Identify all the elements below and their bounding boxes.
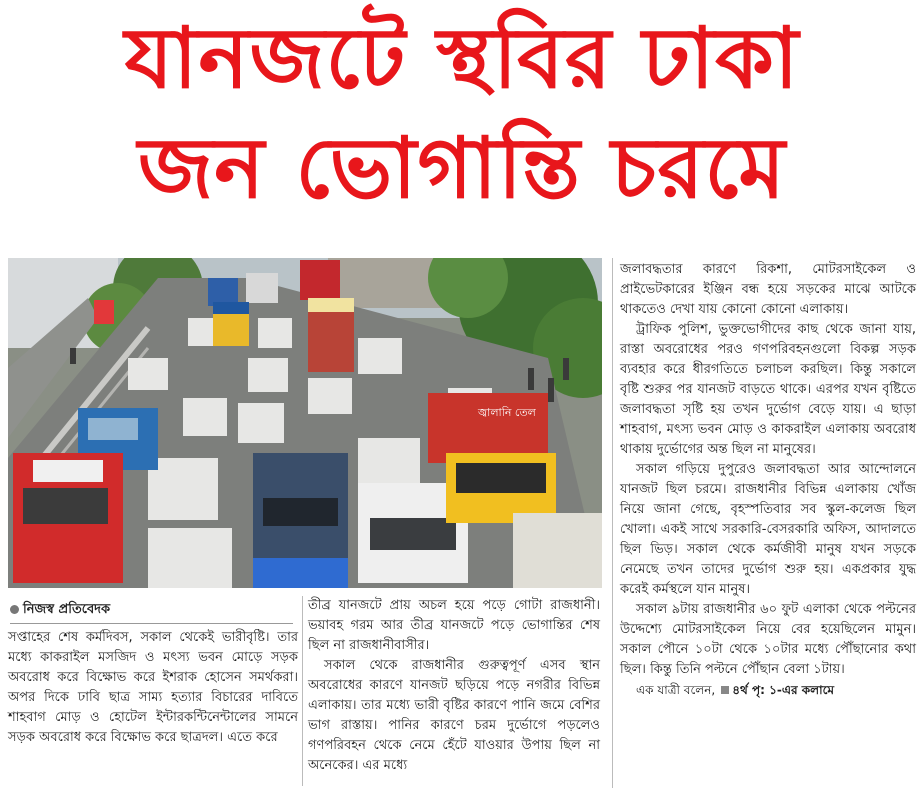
byline bbox=[10, 600, 110, 621]
article-column-2 bbox=[308, 596, 600, 776]
bullet-icon bbox=[10, 605, 19, 614]
continuation-line bbox=[620, 680, 916, 700]
column-divider bbox=[612, 258, 613, 788]
byline-text: নিজস্ব প্রতিবেদক bbox=[23, 602, 111, 617]
article-column-3 bbox=[620, 260, 916, 700]
paragraph: সকাল থেকে রাজধানীর গুরুত্বপূর্ণ এসব স্থান অবরোধের কারণে যানজট ছড়িয়ে পড়ে নগরীর বিভিন্ন এলাকায়। তার মধ্যে ভারী বৃষ্টির কারণে পানি জমে বেশির ভাগ রাস্তায়। পানির কারণে চরম দুর্ভোগে পড়লেও গণপরিবহন থেকে নেমে হেঁটে যাওয়ার উপায় ছিল না অনেকের। এর মধ্যে bbox=[308, 658, 600, 773]
column-divider bbox=[302, 596, 303, 786]
square-icon bbox=[721, 686, 729, 694]
paragraph: জলাবদ্ধতার কারণে রিকশা, মোটরসাইকেল ও প্রাইভেটকারের ইঞ্জিন বন্ধ হয়ে সড়কের মাঝে আটকে থাকতেও দেখা যায় কোনো কোনো এলাকায়। bbox=[620, 262, 916, 317]
paragraph: ট্রাফিক পুলিশ, ভুক্তভোগীদের কাছ থেকে জানা যায়, রাস্তা অবরোধের পরও গণপরিবহনগুলো বিকল্প সড়ক ব্যবহার করে ধীরগতিতে চলাচল করছিল। কিন্তু সকালে বৃষ্টি শুরুর পর যানজট বাড়তে থাকে। এরপর যখন বৃষ্টিতে জলাবদ্ধতা সৃষ্টি হয় তখন দুর্ভোগ বেড়ে যায়। এ ছাড়া শাহবাগ, মৎস্য ভবন মোড় ও কাকরাইল এলাকায় অবরোধ থাকায় দুর্ভোগের অন্ত ছিল না মানুষের। bbox=[620, 322, 916, 457]
paragraph: সপ্তাহের শেষ কর্মদিবস, সকাল থেকেই ভারীবৃষ্টি। তার মধ্যে কাকরাইল মসজিদ ও মৎস্য ভবন মোড়ে সড়ক অবরোধ করে বিক্ষোভ করে ইশরাক হোসেন সমর্থকরা। অপর দিকে ঢাবি ছাত্র সাম্য হত্যার বিচারের দাবিতে শাহবাগ মোড় ও হোটেল ইন্টারকন্টিনেন্টালের সামনে সড়ক অবরোধ করে বিক্ষোভ করে ছাত্রদল। এতে করে bbox=[8, 630, 298, 745]
headline-line-1: যানজটে স্থবির ঢাকা bbox=[124, 9, 800, 107]
continuation-ref[interactable]: ৪র্থ পৃ: ১-এর কলামে bbox=[732, 683, 835, 697]
paragraph: তীব্র যানজটে প্রায় অচল হয়ে পড়ে গোটা রাজধানী। ভয়াবহ গরম আর তীব্র যানজটে পড়ে ভোগান্তির শেষ ছিল না রাজধানীবাসীর। bbox=[308, 598, 600, 653]
paragraph: সকাল ৯টায় রাজধানীর ৬০ ফুট এলাকা থেকে পল্টনের উদ্দেশ্যে মোটরসাইকেল নিয়ে বের হয়েছিলেন মামুন। সকাল পৌনে ১০টা থেকে ১০টার মধ্যে পৌঁছানোর কথা ছিল। কিন্তু তিনি পল্টনে পৌঁছান বেলা ১টায়। bbox=[620, 602, 916, 677]
paragraph: সকাল গড়িয়ে দুপুরেও জলাবদ্ধতা আর আন্দোলনে যানজট ছিল চরমে। রাজধানীর বিভিন্ন এলাকায় খোঁজ নিয়ে জানা গেছে, বৃহস্পতিবার সব স্কুল-কলেজ ছিল খোলা। একই সাথে সরকারি-বেসরকারি অফিস, আদালতে ছিল ভিড়। সকাল থেকে কর্মজীবী মানুষ যখন সড়কে নেমেছে তখন তাদের দুর্ভোগ শুরু হয়। একপ্রকার যুদ্ধ করেই কর্মস্থলে যান মানুষ। bbox=[620, 462, 916, 597]
headline-line-2: জন ভোগান্তি চরমে bbox=[137, 119, 787, 217]
last-line-text: এক যাত্রী বলেন, bbox=[636, 683, 716, 697]
truck-label: জ্বালানি তেল bbox=[478, 406, 536, 419]
traffic-jam-photo bbox=[8, 258, 602, 588]
article-column-1 bbox=[8, 628, 298, 748]
divider bbox=[10, 623, 293, 624]
